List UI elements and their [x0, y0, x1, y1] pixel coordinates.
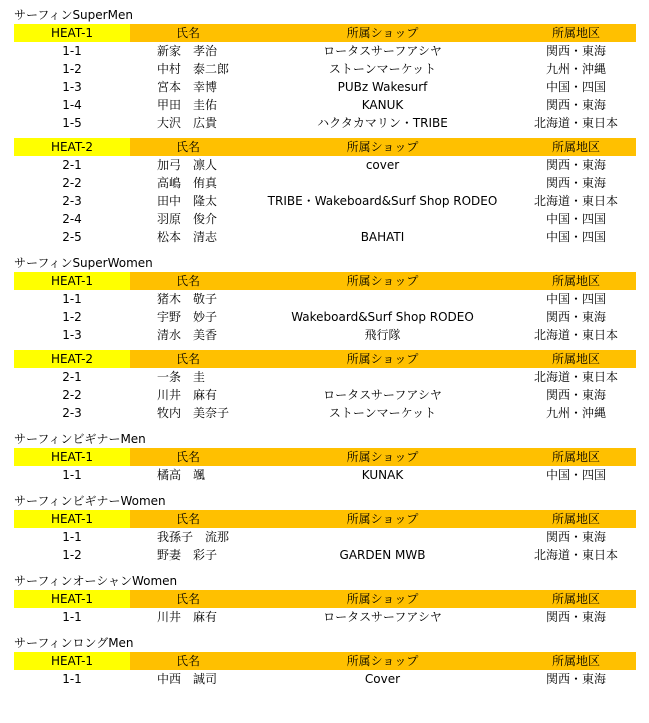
category-title: サーフィンロングMen	[14, 636, 134, 650]
region-name: 関西・東海	[545, 310, 606, 324]
athlete-name: 宇野 妙子	[157, 310, 218, 324]
column-header-shop: 所属ショップ	[346, 26, 419, 40]
heat-number: 2-3	[62, 194, 82, 208]
column-header-region: 所属地区	[551, 592, 600, 606]
table-row	[14, 42, 636, 60]
region-name: 北海道・東日本	[533, 116, 618, 130]
column-header-name: 氏名	[176, 26, 201, 40]
column-header-name: 氏名	[176, 654, 201, 668]
athlete-name: 清水 美香	[157, 328, 218, 342]
column-header-region: 所属地区	[551, 654, 600, 668]
table-row	[14, 466, 636, 484]
region-name: 関西・東海	[545, 610, 606, 624]
region-name: 北海道・東日本	[533, 370, 618, 384]
table-row	[14, 174, 636, 192]
athlete-name: 大沢 広貴	[157, 116, 218, 130]
column-header-region: 所属地区	[551, 26, 600, 40]
table-row	[14, 546, 636, 564]
shop-name: ストーンマーケット	[328, 62, 437, 76]
region-name: 中国・四国	[545, 80, 606, 94]
table-row	[14, 670, 636, 688]
athlete-name: 中西 誠司	[157, 672, 218, 686]
region-name: 関西・東海	[545, 530, 606, 544]
heat-number: 1-2	[62, 62, 82, 76]
table-row	[14, 308, 636, 326]
category-section	[14, 634, 636, 688]
column-header-shop: 所属ショップ	[346, 140, 419, 154]
table-row	[14, 228, 636, 246]
athlete-name: 野妻 彩子	[157, 548, 218, 562]
athlete-name: 川井 麻有	[157, 388, 218, 402]
section-spacer	[14, 422, 636, 430]
table-row	[14, 404, 636, 422]
column-header-shop: 所属ショップ	[346, 352, 419, 366]
region-name: 九州・沖縄	[545, 406, 606, 420]
athlete-name: 羽原 俊介	[157, 212, 218, 226]
heat-number: 2-5	[62, 230, 82, 244]
category-title: サーフィンオーシャンWomen	[14, 574, 178, 588]
athlete-name: 松本 清志	[157, 230, 218, 244]
table-row	[14, 210, 636, 228]
heat-header-row	[14, 510, 636, 528]
category-title: サーフィンビギナーWomen	[14, 494, 166, 508]
column-header-region: 所属地区	[551, 352, 600, 366]
heat-table	[14, 510, 636, 564]
column-header-name: 氏名	[176, 512, 201, 526]
column-header-shop: 所属ショップ	[346, 654, 419, 668]
heat-number: 2-2	[62, 176, 82, 190]
athlete-name: 我孫子 流那	[157, 530, 230, 544]
heat-number: 1-1	[62, 530, 82, 544]
heat-number: 2-1	[62, 370, 82, 384]
heat-table	[14, 138, 636, 246]
shop-name	[249, 210, 516, 228]
region-name: 関西・東海	[545, 98, 606, 112]
shop-name: cover	[365, 158, 400, 172]
shop-name: ハクタカマリン・TRIBE	[317, 116, 448, 130]
heat-header-row	[14, 652, 636, 670]
heat-number: 1-3	[62, 80, 82, 94]
athlete-name: 高嶋 侑真	[157, 176, 218, 190]
heat-number: 2-3	[62, 406, 82, 420]
shop-name: Cover	[364, 672, 401, 686]
shop-name: ロータスサーフアシヤ	[323, 388, 442, 402]
heat-header-row	[14, 590, 636, 608]
section-spacer	[14, 626, 636, 634]
shop-name: KANUK	[361, 98, 404, 112]
region-name: 関西・東海	[545, 176, 606, 190]
heat-number: 1-4	[62, 98, 82, 112]
shop-name: Wakeboard&Surf Shop RODEO	[291, 310, 474, 324]
region-name: 中国・四国	[545, 292, 606, 306]
heat-header-row	[14, 448, 636, 466]
shop-name	[249, 528, 516, 546]
athlete-name: 牧内 美奈子	[157, 406, 230, 420]
heat-number: 2-1	[62, 158, 82, 172]
athlete-name: 橘高 颯	[157, 468, 206, 482]
shop-name	[249, 368, 516, 386]
column-header-name: 氏名	[176, 140, 201, 154]
table-row	[14, 78, 636, 96]
heat-label: HEAT-2	[14, 138, 130, 156]
table-row	[14, 368, 636, 386]
table-row	[14, 192, 636, 210]
column-header-name: 氏名	[176, 274, 201, 288]
heat-number: 1-5	[62, 116, 82, 130]
athlete-name: 川井 麻有	[157, 610, 218, 624]
region-name: 中国・四国	[545, 230, 606, 244]
heat-number: 1-2	[62, 310, 82, 324]
athlete-name: 宮本 幸博	[157, 80, 218, 94]
shop-name: KUNAK	[361, 468, 404, 482]
athlete-name: 甲田 圭佑	[157, 98, 218, 112]
shop-name: BAHATI	[360, 230, 405, 244]
category-section	[14, 6, 636, 254]
category-section	[14, 492, 636, 572]
region-name: 関西・東海	[545, 388, 606, 402]
table-row	[14, 386, 636, 404]
heat-number: 1-1	[62, 610, 82, 624]
heat-number: 1-2	[62, 548, 82, 562]
heat-number: 1-3	[62, 328, 82, 342]
region-name: 中国・四国	[545, 212, 606, 226]
heat-table	[14, 350, 636, 422]
shop-name: 飛行隊	[364, 328, 401, 342]
column-header-region: 所属地区	[551, 450, 600, 464]
athlete-name: 中村 泰二郎	[157, 62, 230, 76]
heat-list-document	[14, 6, 636, 688]
column-header-name: 氏名	[176, 352, 201, 366]
athlete-name: 一条 圭	[157, 370, 206, 384]
column-header-region: 所属地区	[551, 140, 600, 154]
region-name: 北海道・東日本	[533, 194, 618, 208]
heat-label: HEAT-1	[14, 510, 130, 528]
category-section	[14, 572, 636, 634]
table-row	[14, 608, 636, 626]
column-header-shop: 所属ショップ	[346, 274, 419, 288]
region-name: 中国・四国	[545, 468, 606, 482]
region-name: 関西・東海	[545, 158, 606, 172]
heat-table	[14, 652, 636, 688]
heat-table	[14, 448, 636, 484]
heat-label: HEAT-1	[14, 652, 130, 670]
heat-label: HEAT-1	[14, 448, 130, 466]
column-header-region: 所属地区	[551, 274, 600, 288]
column-header-name: 氏名	[176, 592, 201, 606]
table-row	[14, 60, 636, 78]
table-row	[14, 156, 636, 174]
heat-label: HEAT-2	[14, 350, 130, 368]
athlete-name: 加弓 凛人	[157, 158, 218, 172]
table-row	[14, 290, 636, 308]
column-header-shop: 所属ショップ	[346, 512, 419, 526]
table-row	[14, 326, 636, 344]
category-title: サーフィンSuperMen	[14, 8, 133, 22]
heat-table	[14, 590, 636, 626]
heat-header-row	[14, 138, 636, 156]
heat-number: 1-1	[62, 44, 82, 58]
column-header-shop: 所属ショップ	[346, 450, 419, 464]
shop-name: ストーンマーケット	[328, 406, 437, 420]
region-name: 関西・東海	[545, 44, 606, 58]
category-section	[14, 430, 636, 492]
shop-name: ロータスサーフアシヤ	[323, 610, 442, 624]
region-name: 北海道・東日本	[533, 548, 618, 562]
heat-number: 2-4	[62, 212, 82, 226]
table-row	[14, 96, 636, 114]
athlete-name: 新家 孝治	[157, 44, 218, 58]
heat-number: 1-1	[62, 672, 82, 686]
heat-number: 1-1	[62, 468, 82, 482]
shop-name: GARDEN MWB	[339, 548, 426, 562]
shop-name	[249, 290, 516, 308]
shop-name: PUBz Wakesurf	[337, 80, 428, 94]
category-section	[14, 254, 636, 430]
heat-label: HEAT-1	[14, 24, 130, 42]
category-title: サーフィンビギナーMen	[14, 432, 146, 446]
shop-name: TRIBE・Wakeboard&Surf Shop RODEO	[267, 194, 498, 208]
shop-name	[249, 174, 516, 192]
column-header-region: 所属地区	[551, 512, 600, 526]
region-name: 北海道・東日本	[533, 328, 618, 342]
heat-table	[14, 272, 636, 344]
section-spacer	[14, 246, 636, 254]
heat-label: HEAT-1	[14, 272, 130, 290]
heat-table	[14, 24, 636, 132]
region-name: 関西・東海	[545, 672, 606, 686]
heat-label: HEAT-1	[14, 590, 130, 608]
heat-header-row	[14, 350, 636, 368]
athlete-name: 猪木 敬子	[157, 292, 218, 306]
column-header-name: 氏名	[176, 450, 201, 464]
section-spacer	[14, 564, 636, 572]
heat-header-row	[14, 272, 636, 290]
section-spacer	[14, 484, 636, 492]
category-title: サーフィンSuperWomen	[14, 256, 153, 270]
athlete-name: 田中 隆太	[157, 194, 218, 208]
shop-name: ロータスサーフアシヤ	[323, 44, 442, 58]
table-row	[14, 114, 636, 132]
heat-number: 2-2	[62, 388, 82, 402]
heat-header-row	[14, 24, 636, 42]
table-row	[14, 528, 636, 546]
heat-number: 1-1	[62, 292, 82, 306]
column-header-shop: 所属ショップ	[346, 592, 419, 606]
region-name: 九州・沖縄	[545, 62, 606, 76]
